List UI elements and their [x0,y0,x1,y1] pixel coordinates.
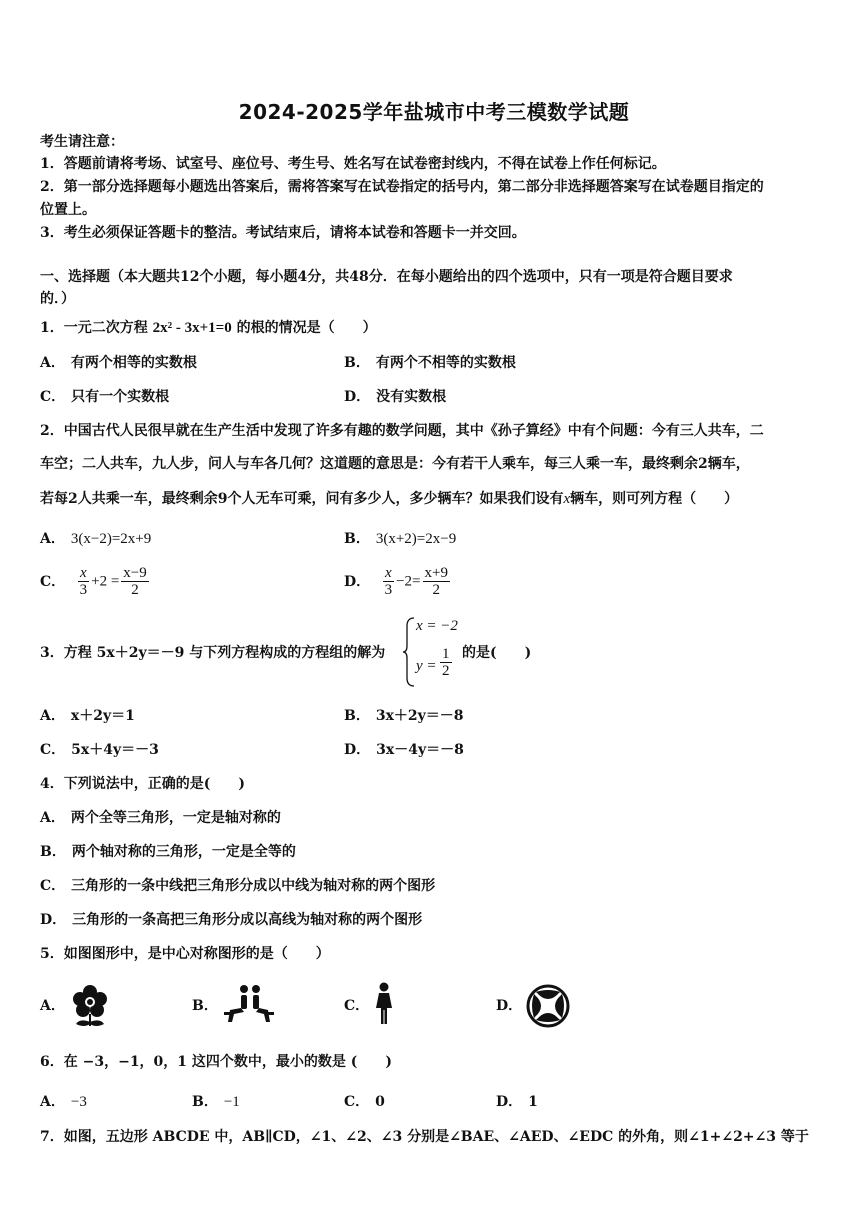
q4-option-b[interactable] [40,843,296,861]
q2-option-d[interactable] [344,565,452,598]
notice-item-1: 1．答题前请将考场、试室号、座位号、考生号、姓名写在试卷密封线内，不得在试卷上作任何标记。 [40,156,666,172]
option-label: A． [40,810,65,826]
q2-a-equation: 3(x−2)=2x+9 [70,531,152,547]
option-label: B． [344,355,370,371]
option-label: D． [40,912,67,928]
q6-option-d[interactable] [496,1093,538,1111]
q2-variable: x [563,491,571,507]
q3-stem-pre: 3．方程 5x＋2y＝－9 与下列方程构成的方程组的解为 [40,645,386,661]
option-label: B． [344,531,370,547]
q6-option-a[interactable] [40,1093,87,1111]
option-label: B． [192,998,218,1014]
q2-c-fraction-1: $\frac{x}{3}$ [79,565,88,598]
q6-b-text: −1 [223,1094,240,1110]
q1-option-a[interactable] [40,354,197,372]
page-title: 2024-2025学年盐城市中考三模数学试题 [238,100,630,124]
option-label: A． [40,708,65,724]
q1-option-d[interactable] [344,388,446,406]
option-label: A． [40,355,65,371]
option-label: A． [40,531,65,547]
q1-option-c[interactable] [40,388,169,406]
notice-item-2: 2．第一部分选择题每小题选出答案后，需将答案写在试卷指定的括号内，第二部分非选择题答案写在试卷题目指定的 [40,179,764,195]
section-heading: 一、选择题（本大题共12个小题，每小题4分，共48分．在每小题给出的四个选项中，只有一项是符合题目要求 [40,269,733,285]
option-label: C． [40,389,66,405]
q3-sys-x: x = −2 [416,618,458,634]
circle-cross-icon [526,984,570,1028]
q3-option-a[interactable] [40,707,135,725]
q3-stem-post: 的是( ) [462,645,532,661]
q2-line3-pre: 若每2人共乘一车，最终剩余9个人无车可乘，问有多少人，多少辆车？如果我们设有 [40,491,564,507]
q4-option-d[interactable] [40,911,422,929]
q4-b-text: 两个轴对称的三角形，一定是全等的 [71,844,296,860]
q3-a-text: x＋2y＝1 [70,708,135,724]
q2-b-equation: 3(x+2)=2x−9 [375,531,457,547]
option-label: B． [192,1094,218,1110]
people-icon [222,984,276,1024]
q4-option-a[interactable] [40,809,281,827]
notice-item-3: 3．考生必须保证答题卡的整洁。考试结束后，请将本试卷和答题卡一并交回。 [40,225,526,241]
q2-stem-line1: 2．中国古代人民很早就在生产生活中发现了许多有趣的数学问题，其中《孙子算经》中有个问题：今有三人共车，二 [40,423,764,439]
q7-stem: 7．如图，五边形 ABCDE 中，AB∥CD，∠1、∠2、∠3 分别是∠BAE、∠AED、∠EDC 的外角，则∠1+∠2+∠3 等于 [40,1129,809,1145]
section-heading-cont: 的．） [40,291,75,307]
q4-d-text: 三角形的一条高把三角形分成以高线为轴对称的两个图形 [72,912,423,928]
q6-stem: 6．在 −3，−1，0，1 这四个数中，最小的数是 ( ) [40,1054,393,1070]
q3-option-b[interactable] [344,707,464,725]
q2-option-c[interactable] [40,565,151,598]
q1-c-text: 只有一个实数根 [71,389,170,405]
option-label: D． [344,573,371,590]
q5-option-c[interactable] [344,997,375,1015]
q2-stem-line2: 车空；二人共车，九人步，问人与车各几何？这道题的意思是：今有若干人乘车，每三人乘一车，最终剩余2辆车， [40,456,750,472]
q5-option-a[interactable] [40,997,71,1015]
q6-d-text: 1 [528,1094,538,1110]
q3-equation-system [402,616,462,688]
notice-heading: 考生请注意： [40,134,124,150]
q3-d-text: 3x－4y＝－8 [376,742,464,758]
option-label: C． [344,998,370,1014]
q2-c-mid: +2 = [91,573,120,590]
q3-option-c[interactable] [40,741,159,759]
q1-stem-post: 的根的情况是（ ） [231,320,377,336]
q2-d-mid: −2= [396,573,421,590]
option-label: A． [40,1094,65,1110]
q1-option-b[interactable] [344,354,516,372]
q2-line3-post: 辆车，则可列方程（ ） [570,491,739,507]
q3-b-text: 3x＋2y＝－8 [375,708,464,724]
option-label: A． [40,998,65,1014]
brace-icon [402,616,416,688]
q2-option-b[interactable] [344,530,456,548]
q4-stem: 4．下列说法中，正确的是( ) [40,776,245,792]
option-label: C． [40,878,66,894]
option-label: D． [496,1094,523,1110]
q5-option-b[interactable] [192,997,224,1015]
q1-stem [40,319,377,337]
q3-sys-fraction: $\frac{1}{2}$ [442,646,450,679]
option-label: D． [344,389,371,405]
q6-option-c[interactable] [344,1093,385,1111]
option-label: B． [344,708,370,724]
option-label: C． [40,573,66,590]
q3-c-text: 5x＋4y＝－3 [71,742,159,758]
notice-item-2-cont: 位置上。 [40,202,96,218]
q2-d-fraction-2: $\frac{x+9}{2}$ [424,565,448,598]
q1-stem-pre: 1．一元二次方程 [40,320,153,336]
q4-c-text: 三角形的一条中线把三角形分成以中线为轴对称的两个图形 [71,878,436,894]
q1-d-text: 没有实数根 [376,389,447,405]
q6-option-b[interactable] [192,1093,240,1111]
option-label: D． [496,998,523,1014]
q1-b-text: 有两个不相等的实数根 [375,355,516,371]
q6-a-text: −3 [70,1094,87,1110]
option-label: C． [344,1094,370,1110]
q2-option-a[interactable] [40,530,151,548]
q6-c-text: 0 [375,1094,385,1110]
q2-d-fraction-1: $\frac{x}{3}$ [384,565,393,598]
q5-stem: 5．如图图形中，是中心对称图形的是（ ） [40,946,330,962]
q1-equation: 2x² - 3x+1=0 [152,320,232,336]
q5-option-d[interactable] [496,997,528,1015]
q3-sys-y: y = [416,658,437,674]
q3-option-d[interactable] [344,741,464,759]
option-label: C． [40,742,66,758]
person-icon [372,982,396,1026]
option-label: D． [344,742,371,758]
q2-c-fraction-2: $\frac{x-9}{2}$ [123,565,147,598]
q2-stem-line3 [40,490,738,508]
flower-icon [70,984,110,1028]
option-label: B． [40,844,66,860]
q4-a-text: 两个全等三角形，一定是轴对称的 [70,810,281,826]
q4-option-c[interactable] [40,877,435,895]
q1-a-text: 有两个相等的实数根 [70,355,197,371]
